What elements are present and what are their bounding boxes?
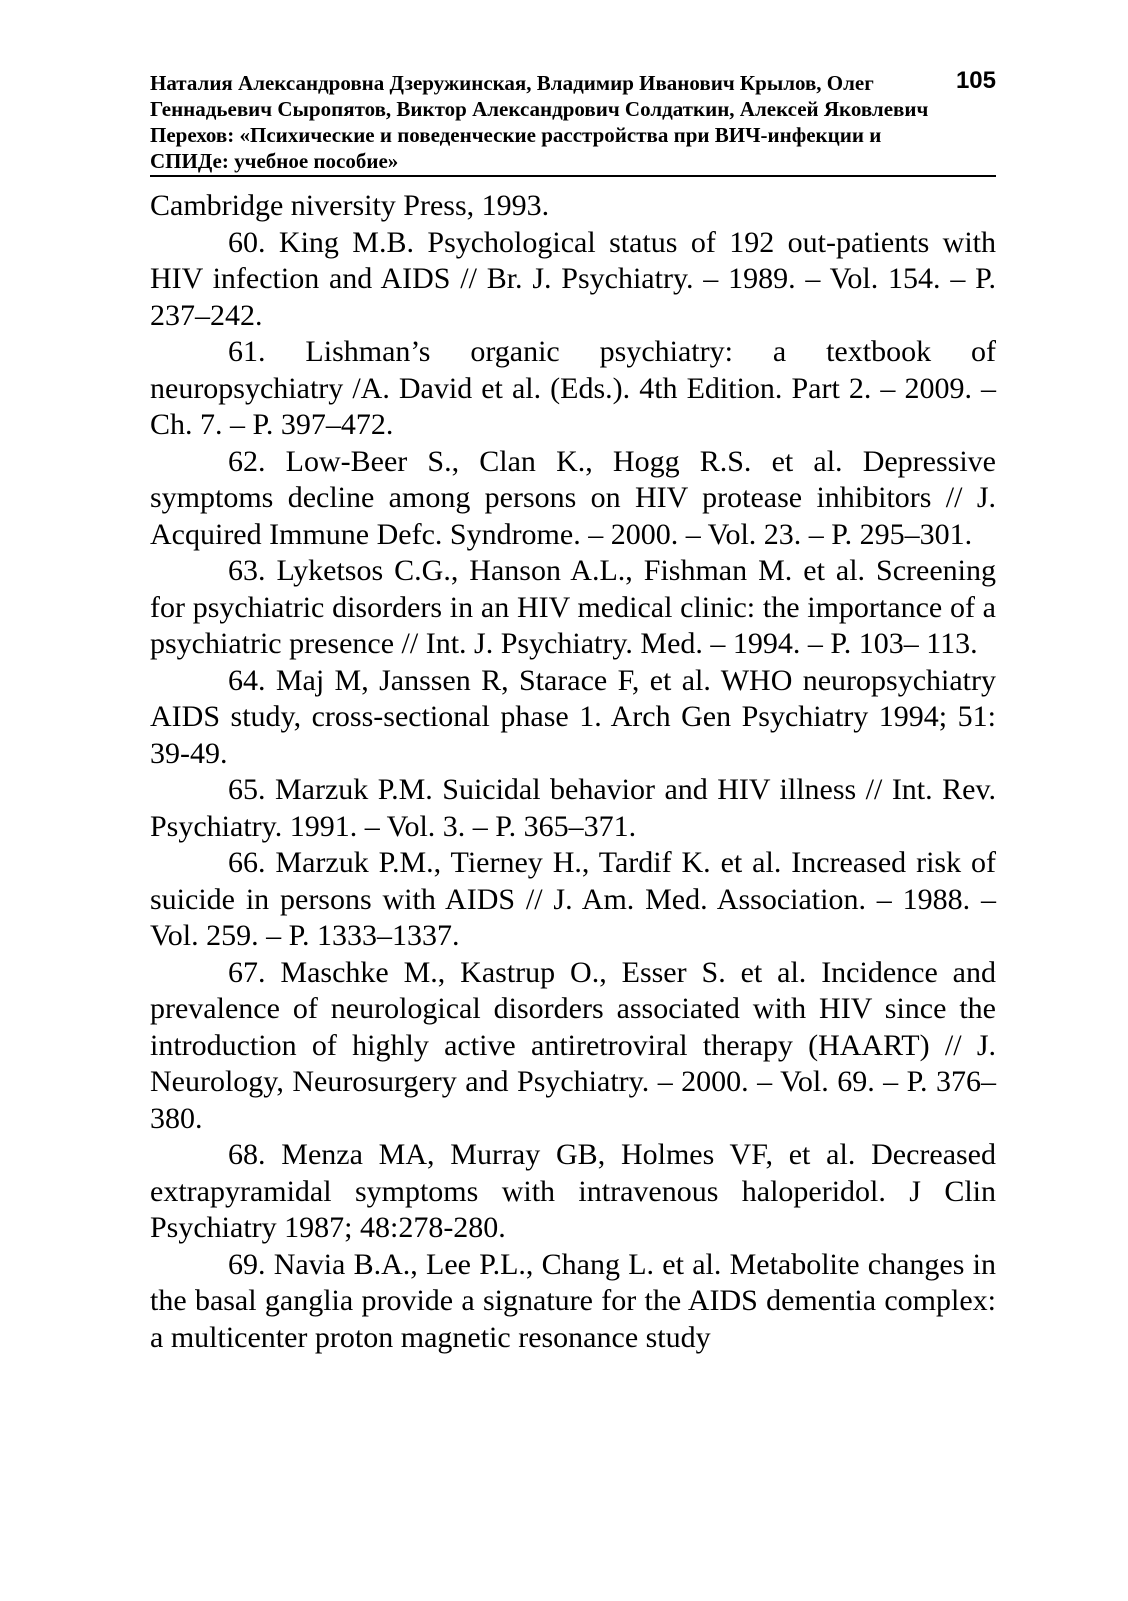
reference-item: 62. Low-Beer S., Clan K., Hogg R.S. et al. Depressive symptoms decline among persons on HIV protease inhibitors // J. Acquired Immune Defc. Syndrome. – 2000. – Vol. 23. – P. 295–301. xyxy=(150,444,996,551)
reference-list xyxy=(150,188,996,1356)
page-number: 105 xyxy=(955,67,996,94)
page-header xyxy=(150,67,996,177)
reference-item: 68. Menza MA, Murray GB, Holmes VF, et al. Decreased extrapyramidal symptoms with intravenous haloperidol. J Clin Psychiatry 1987; 48:278-280. xyxy=(150,1138,996,1244)
reference-item: 64. Maj M, Janssen R, Starace F, et al. WHO neuropsychiatry AIDS study, cross-sectional phase 1. Arch Gen Psychiatry 1994; 51: 39-49. xyxy=(150,663,996,770)
reference-item: 61. Lishman’s organic psychiatry: a textbook of neuropsychiatry /A. David et al. (Eds.). 4th Edition. Part 2. – 2009. – Ch. 7. – P. 397–472. xyxy=(150,335,996,441)
reference-item: 66. Marzuk P.M., Tierney H., Tardif K. et al. Increased risk of suicide in persons with AIDS // J. Am. Med. Association. – 1988. – Vol. 259. – P. 1333–1337. xyxy=(150,846,996,952)
reference-continuation: Cambridge niversity Press, 1993. xyxy=(150,189,550,222)
reference-item: 67. Maschke M., Kastrup O., Esser S. et al. Incidence and prevalence of neurological disorders associated with HIV since the introduction of highly active antiretroviral therapy (HAART) // J. Neurology, Neurosurgery and Psychiatry. – 2000. – Vol. 69. – P. 376–380. xyxy=(150,955,996,1135)
reference-item: 60. King M.B. Psychological status of 192 out-patients with HIV infection and AIDS // Br. J. Psychiatry. – 1989. – Vol. 154. – P. 237–242. xyxy=(150,225,996,332)
reference-item: 65. Marzuk P.M. Suicidal behavior and HIV illness // Int. Rev. Psychiatry. 1991. – Vol. 3. – P. 365–371. xyxy=(150,773,996,843)
reference-item: 69. Navia B.A., Lee P.L., Chang L. et al. Metabolite changes in the basal ganglia provide a signature for the AIDS dementia complex: a multicenter proton magnetic resonance study xyxy=(150,1247,996,1354)
reference-item: 63. Lyketsos C.G., Hanson A.L., Fishman M. et al. Screening for psychiatric disorders in an HIV medical clinic: the importance of a psychiatric presence // Int. J. Psychiatry. Med. – 1994. – P. 103– 113. xyxy=(150,554,996,660)
book-title: Наталия Александровна Дзеружинская, Владимир Иванович Крылов, Олег Геннадьевич Сыропятов, Виктор Александрович Солдаткин, Алексей Яковлевич Перехов: «Психические и поведенческие расстройства при ВИЧ-инфекции и СПИДе: учебное пособие» xyxy=(150,71,929,173)
